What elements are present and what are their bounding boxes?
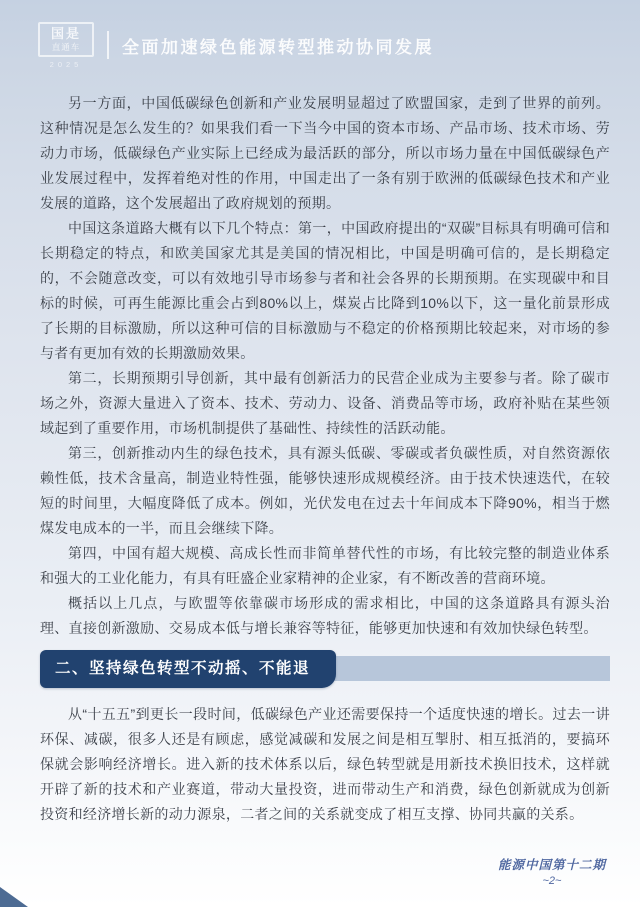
paragraph: 概括以上几点，与欧盟等依靠碳市场形成的需求相比，中国的这条道路具有源头治理、直接创新激励、交易成本低与增长兼容等特征，能够更加快速和有效加快绿色转型。 — [40, 595, 610, 636]
paragraph: 从“十五五”到更长一段时间，低碳绿色产业还需要保持一个适度快速的增长。过去一讲环保、减碳，很多人还是有顾虑，感觉减碳和发展之间是相互掣肘、相互抵消的，要搞环保就会影响经济增长。进入新的技术体系以后，绿色转型就是用新技术换旧技术，这样就开辟了新的技术和产业赛道，带动大量投资，进而带动生产和消费，绿色创新就成为创新投资和经济增长新的动力源泉，二者之间的关系就变成了相互支撑、协同共赢的关系。 — [40, 706, 610, 822]
page-footer — [498, 855, 606, 887]
logo-box — [38, 22, 94, 57]
logo-text-top: 国是 — [50, 25, 81, 41]
guoshi-logo — [38, 22, 94, 69]
paragraph: 中国这条道路大概有以下几个特点：第一，中国政府提出的“双碳”目标具有明确可信和长期稳定的特点，和欧美国家尤其是美国的情况相比，中国是明确可信的，是长期稳定的，不会随意改变，可以有效地引导市场参与者和社会各界的长期预期。在实现碳中和目标的时候，可再生能源比重会占到80%以上，煤炭占比降到10%以下，这一量化前景形成了长期的目标激励，所以这种可信的目标激励与不稳定的价格预期比较起来，对市场的参与者有更加有效的长期激励效果。 — [40, 220, 610, 361]
page-number: ~2~ — [542, 875, 562, 887]
paragraph: 第四，中国有超大规模、高成长性而非简单替代性的市场，有比较完整的制造业体系和强大的工业化能力，有具有旺盛企业家精神的企业家，有不断改善的营商环境。 — [40, 545, 610, 586]
page-title: 全面加速绿色能源转型推动协同发展 — [122, 37, 434, 57]
corner-decoration — [0, 887, 28, 907]
logo-text-bottom: 直通车 — [51, 41, 81, 52]
logo-year: 2025 — [49, 59, 83, 69]
paragraph: 另一方面，中国低碳绿色创新和产业发展明显超过了欧盟国家，走到了世界的前列。这种情况是怎么发生的？如果我们看一下当今中国的资本市场、产品市场、技术市场、劳动力市场，低碳绿色产业实际上已经成为最活跃的部分，所以市场力量在中国低碳绿色产业发展过程中，发挥着绝对性的作用，中国走出了一条有别于欧洲的低碳绿色技术和产业发展的道路，这个发展超出了政府规划的预期。 — [40, 95, 610, 211]
page-header — [0, 0, 640, 75]
section-heading — [40, 650, 610, 688]
publication-name: 能源中国第十二期 — [497, 858, 606, 872]
section-heading-title: 二、坚持绿色转型不动摇、不能退 — [40, 650, 336, 688]
article-body — [40, 91, 610, 827]
paragraph: 第二，长期预期引导创新，其中最有创新活力的民营企业成为主要参与者。除了碳市场之外，资源大量进入了资本、技术、劳动力、设备、消费品等市场，政府补贴在某些领域起到了重要作用，市场机制提供了基础性、持续性的活跃动能。 — [40, 370, 610, 436]
header-divider — [107, 31, 109, 59]
paragraph: 第三，创新推动内生的绿色技术，具有源头低碳、零碳或者负碳性质，对自然资源依赖性低，技术含量高，制造业特性强，能够快速形成规模经济。由于技术快速迭代，在较短的时间里，大幅度降低了成本。例如，光伏发电在过去十年间成本下降90%，相当于燃煤发电成本的一半，而且会继续下降。 — [40, 445, 610, 536]
